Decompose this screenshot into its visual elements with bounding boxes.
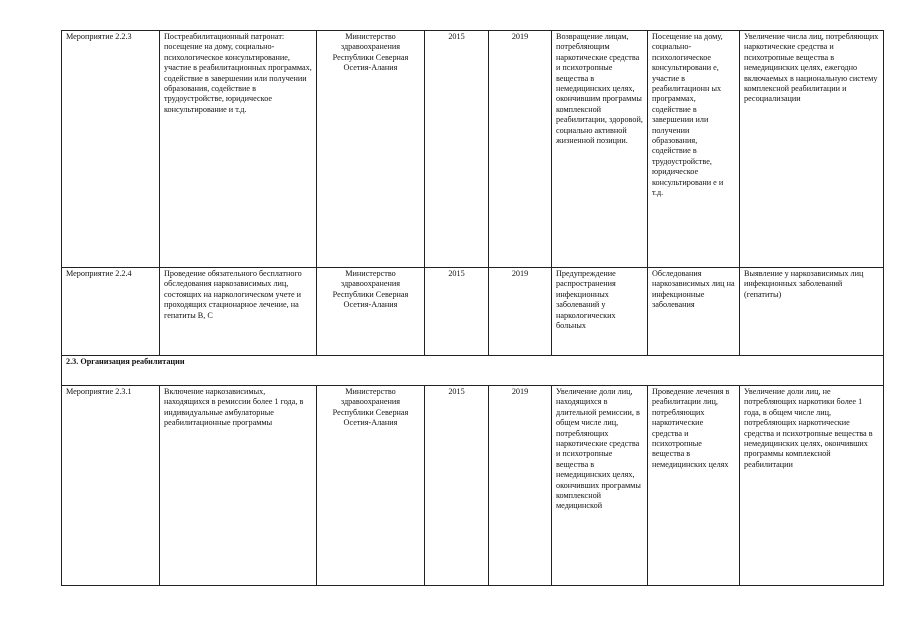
measure-end-year: 2019 [489, 386, 552, 586]
measure-directions: Посещение на дому, социально-психологическое консультировани е, участие в реабилитационн ых программах, содействие в завершении или получении образования, содействие в трудоустройстве, юридическое консультировани е и т.д. [648, 31, 740, 268]
measure-name: Проведение обязательного бесплатного обследования наркозависимых лиц, состоящих на наркологическом учете и проходящих стационарное лечение, на гепатиты В, С [160, 268, 317, 356]
measure-name: Постреабилитационный патронат: посещение на дому, социально- психологическое консультирование, участие в реабилитационных программах, содействие в завершении или получении образования, содействие в трудоустройстве, юридическое консультирование и т.д. [160, 31, 317, 268]
measure-expected-result: Возвращение лицам, потребляющим наркотические средства и психотропные вещества в немедицинских целях, окончившим программы комплексной реабилитации, здоровой, социально активной жизненной позиции. [552, 31, 648, 268]
table-row [62, 31, 884, 268]
measure-indicator: Выявление у наркозависимых лиц инфекционных заболеваний (гепатиты) [740, 268, 884, 356]
measure-start-year: 2015 [425, 268, 489, 356]
measure-end-year: 2019 [489, 31, 552, 268]
measure-code: Мероприятие 2.2.4 [62, 268, 160, 356]
program-measures-table [61, 30, 884, 586]
measure-start-year: 2015 [425, 31, 489, 268]
measure-executor: Министерство здравоохранения Республики Северная Осетия-Алания [317, 268, 425, 356]
measure-end-year: 2019 [489, 268, 552, 356]
measure-code: Мероприятие 2.3.1 [62, 386, 160, 586]
table-row [62, 386, 884, 586]
measure-code: Мероприятие 2.2.3 [62, 31, 160, 268]
measure-directions: Проведение лечения в реабилитации лиц, потребляющих наркотические средства и психотропные вещества в немедицинских целях [648, 386, 740, 586]
measure-indicator: Увеличение числа лиц, потребляющих наркотические средства и психотропные вещества в немедицинских целях, ежегодно включаемых в национальную систему комплексной реабилитации и ресоциализации [740, 31, 884, 268]
section-title: 2.3. Организация реабилитации [62, 356, 884, 386]
measure-name: Включение наркозависимых, находящихся в ремиссии более 1 года, в индивидуальные амбулаторные реабилитационные программы [160, 386, 317, 586]
section-row [62, 356, 884, 386]
measure-indicator: Увеличение доли лиц, не потребляющих наркотики более 1 года, в общем числе лиц, потребляющих наркотические средства и психотропные вещества в немедицинских целях, окончивших программы комплексной реабилитации [740, 386, 884, 586]
measure-directions: Обследования наркозависимых лиц на инфекционные заболевания [648, 268, 740, 356]
measure-executor: Министерство здравоохранения Республики Северная Осетия-Алания [317, 386, 425, 586]
measure-start-year: 2015 [425, 386, 489, 586]
table-row [62, 268, 884, 356]
measure-expected-result: Увеличение доли лиц, находящихся в длительной ремиссии, в общем числе лиц, потребляющих наркотические средства и психотропные вещества в немедицинских целях, окончивших программы комплексной медицинской [552, 386, 648, 586]
measure-expected-result: Предупреждение распространения инфекционных заболеваний у наркологических больных [552, 268, 648, 356]
measure-executor: Министерство здравоохранения Республики Северная Осетия-Алания [317, 31, 425, 268]
